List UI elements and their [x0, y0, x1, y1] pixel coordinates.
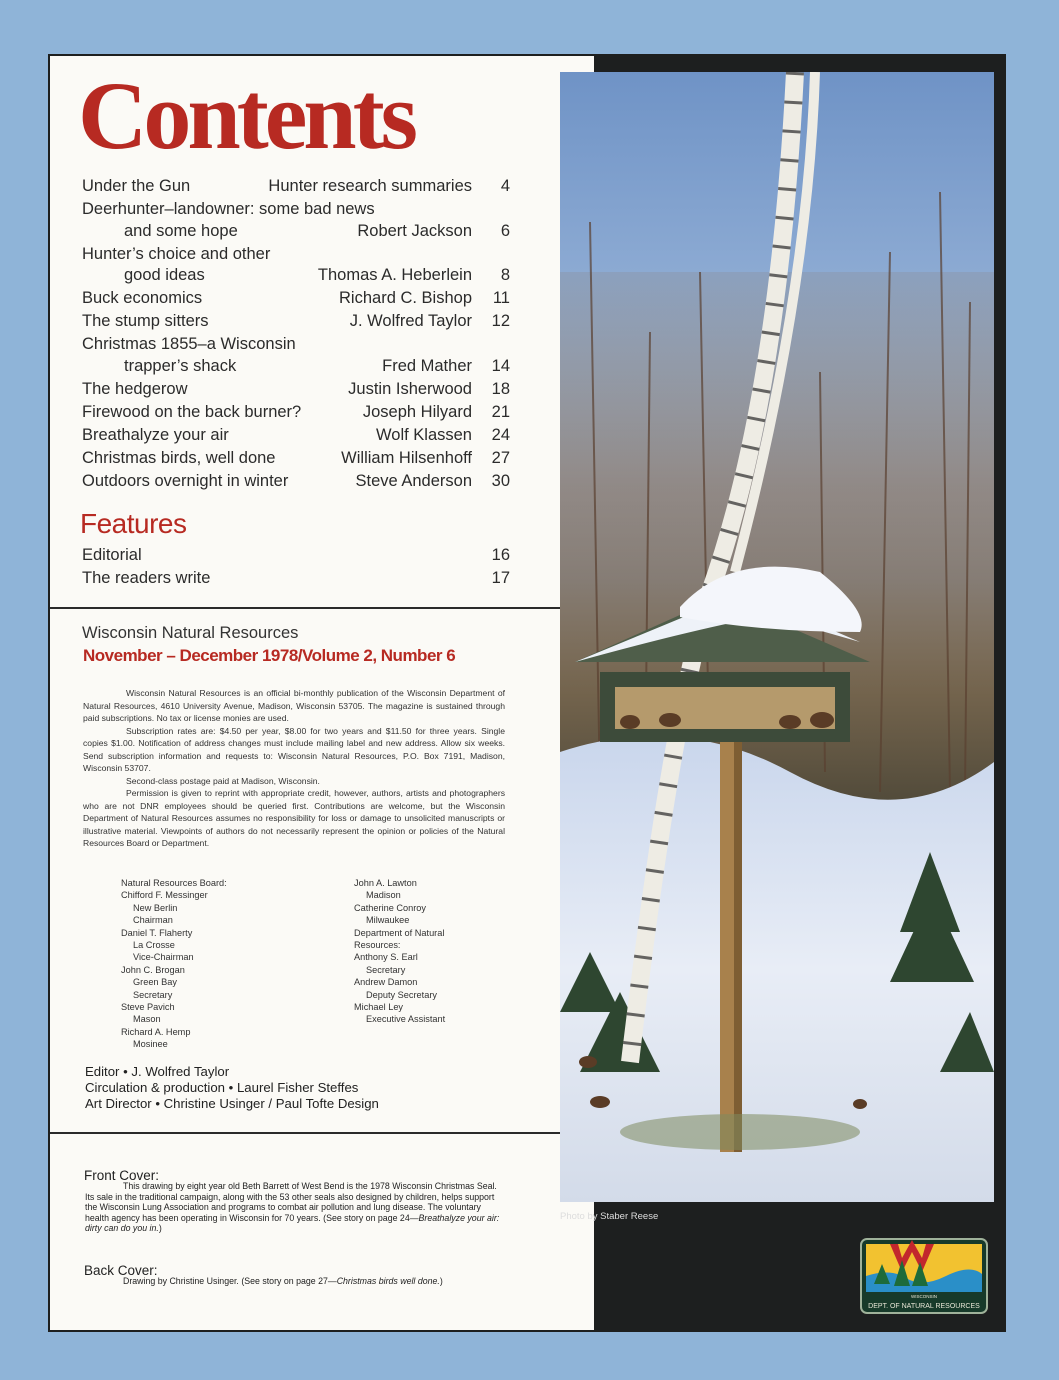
section-divider: [50, 1132, 594, 1134]
board-line: Secretary: [133, 989, 173, 1000]
toc-entry-page: 24: [491, 425, 510, 444]
toc-entry-author: Hunter research summaries: [268, 177, 472, 195]
board-line: Secretary: [366, 964, 406, 975]
board-line: Daniel T. Flaherty: [121, 927, 193, 938]
board-line: Executive Assistant: [366, 1014, 446, 1025]
front-cover-text: This drawing by eight year old Beth Barrett of West Bend is the 1978 Wisconsin Christmas Seal. Its sale in the traditional campaign, along with the 53 other seals also designed by children, helps support the Wisconsin Lung Association and programs to combat air pollution and lung disease. The voluntary health agency has been operating in Wisconsin for 70 years. (See story on page 24—Breathalyze your air: dirty can do you in.): [85, 1181, 500, 1233]
toc-entry-page: 18: [491, 379, 510, 398]
toc-entry: [82, 199, 510, 242]
toc-entry-title: Christmas 1855–a Wisconsin: [82, 335, 296, 354]
toc-entry-title: Outdoors overnight in winter: [82, 471, 289, 490]
toc-entry-author: William Hilsenhoff: [341, 448, 472, 467]
feature-entry-page: 16: [491, 546, 510, 564]
toc-entry-title: Deerhunter–landowner: some bad news: [82, 200, 375, 218]
toc-entry-author: Thomas A. Heberlein: [317, 266, 472, 285]
info-paragraph: Permission is given to reprint with appropriate credit, however, authors, artists and photographers who are not DNR employees should be queried first. Contributions are welcome, but the Wisconsin Department of Natural Resources assumes no responsibility for loss or damage to unsolicited manuscripts or illustrative material. Viewpoints of authors do not necessarily represent the opinion or policies of the Natural Resources Board or Department.: [83, 788, 505, 848]
contents-title: Contents: [78, 62, 415, 169]
toc-entry-title: good ideas: [124, 266, 205, 285]
feature-entry: [82, 568, 510, 589]
toc-entry-author: J. Wolfred Taylor: [349, 312, 472, 331]
toc-entry: [82, 425, 510, 447]
publication-info: [83, 687, 505, 850]
section-divider: [50, 607, 594, 609]
board-line: Vice-Chairman: [133, 952, 194, 963]
credit-line: Art Director • Christine Usinger / Paul Tofte Design: [85, 1096, 379, 1112]
feature-entry-page: 17: [491, 569, 510, 587]
board-line: Mason: [133, 1014, 161, 1025]
board-line: Milwaukee: [366, 915, 410, 926]
toc-entry-author: Robert Jackson: [357, 221, 472, 240]
toc-entry-author: Wolf Klassen: [376, 425, 472, 444]
contents-panel: [50, 56, 594, 1330]
toc-entry-page: 27: [491, 448, 510, 467]
board-line: Green Bay: [133, 977, 177, 988]
front-cover-heading: Front Cover:: [84, 1168, 160, 1183]
board-line: Department of Natural: [354, 927, 445, 938]
dnr-logo: [860, 1238, 988, 1314]
toc-entry: [82, 288, 510, 310]
info-paragraph: Second-class postage paid at Madison, Wisconsin.: [126, 775, 320, 786]
toc-entry-title: Under the Gun: [82, 177, 191, 195]
board-line: Resources:: [354, 940, 401, 951]
toc-entry-page: 4: [500, 177, 510, 195]
board-line: Catherine Conroy: [354, 902, 427, 913]
toc-entry-page: 21: [491, 402, 510, 421]
winter-bird-feeder-photo: [560, 72, 994, 1202]
toc-entry-title: Buck economics: [82, 289, 203, 308]
photo-credit: Photo by Staber Reese: [560, 1211, 659, 1222]
issue-line: November – December 1978/Volume 2, Number 6: [83, 646, 456, 665]
board-list-left: [121, 877, 227, 1051]
board-line: Chairman: [133, 915, 173, 926]
board-line: Natural Resources Board:: [121, 878, 227, 888]
toc-entry-title: The hedgerow: [82, 379, 188, 398]
dnr-logo-graphic: [860, 1238, 988, 1314]
toc-entry: [82, 448, 510, 470]
toc-entry-title: Firewood on the back burner?: [82, 402, 302, 421]
toc-entry-author: Steve Anderson: [355, 471, 472, 490]
board-line: New Berlin: [133, 902, 178, 913]
toc-entry: [82, 244, 510, 287]
toc-entry-page: 11: [492, 289, 510, 308]
toc-entry-author: Fred Mather: [382, 356, 472, 375]
feature-entry-title: Editorial: [82, 546, 142, 564]
board-line: Steve Pavich: [121, 1002, 175, 1013]
board-list-right: [354, 877, 445, 1026]
features-title: Features: [80, 508, 187, 539]
board-line: John A. Lawton: [354, 878, 417, 888]
toc-entry-author: Justin Isherwood: [348, 379, 472, 398]
info-paragraph: Subscription rates are: $4.50 per year, $8.00 for two years and $11.50 for three years. Single copies $1.00. Notification of address changes must include mailing label and new address. Allow six weeks. Send subscription information and requests to: Wisconsin Natural Resources, P.O. Box 7191, Madison, Wisconsin 53707.: [83, 725, 505, 773]
toc-entry-author: Richard C. Bishop: [339, 289, 472, 308]
magazine-page: [48, 54, 1006, 1332]
magazine-name: Wisconsin Natural Resources: [82, 624, 299, 642]
credit-line: Circulation & production • Laurel Fisher Steffes: [85, 1080, 359, 1096]
logo-label: DEPT. OF NATURAL RESOURCES: [868, 1303, 980, 1310]
board-line: Andrew Damon: [354, 977, 418, 988]
credit-line: Editor • J. Wolfred Taylor: [85, 1064, 230, 1079]
toc-entry: [82, 471, 510, 493]
toc-entry-author: Joseph Hilyard: [362, 402, 472, 421]
toc-entry: [82, 402, 510, 424]
cover-photo: [560, 72, 994, 1202]
feature-entry: [82, 545, 510, 566]
toc-entry-title: trapper’s shack: [124, 356, 237, 375]
toc-entry-title: The stump sitters: [82, 312, 209, 331]
board-line: Madison: [366, 890, 401, 901]
back-cover-heading: Back Cover:: [84, 1263, 158, 1278]
toc-entry-title: and some hope: [124, 221, 238, 240]
toc-entry-page: 30: [491, 471, 510, 490]
toc-entry: [82, 379, 510, 401]
toc-entry: [82, 176, 510, 198]
board-line: John C. Brogan: [121, 964, 185, 975]
toc-entry: [82, 334, 510, 377]
toc-entry-page: 12: [491, 312, 510, 331]
board-line: Michael Ley: [354, 1002, 404, 1013]
toc-entry-page: 14: [491, 356, 510, 375]
toc-entry-page: 6: [500, 221, 510, 240]
board-line: Chifford F. Messinger: [121, 890, 208, 901]
board-line: La Crosse: [133, 940, 175, 951]
toc-entry: [82, 311, 510, 333]
staff-credits: [85, 1064, 379, 1113]
feature-entry-title: The readers write: [82, 569, 211, 587]
board-line: Richard A. Hemp: [121, 1026, 191, 1037]
contents-section: [50, 56, 594, 607]
toc-entry-page: 8: [500, 266, 510, 285]
toc-entry-title: Hunter’s choice and other: [82, 244, 271, 263]
info-paragraph: Wisconsin Natural Resources is an official bi-monthly publication of the Wisconsin Department of Natural Resources, 4610 University Avenue, Madison, Wisconsin 53705. The magazine is sustained through paid subscriptions. No tax or license monies are used.: [83, 688, 505, 723]
board-line: Deputy Secretary: [366, 989, 437, 1000]
board-line: Anthony S. Earl: [354, 952, 418, 963]
board-line: Mosinee: [133, 1039, 168, 1050]
logo-small-text: WISCONSIN: [910, 1294, 938, 1299]
toc-entry-title: Christmas birds, well done: [82, 448, 276, 467]
toc-entry-title: Breathalyze your air: [82, 425, 229, 444]
back-cover-text: Drawing by Christine Usinger. (See story on page 27—Christmas birds well done.): [123, 1276, 443, 1286]
